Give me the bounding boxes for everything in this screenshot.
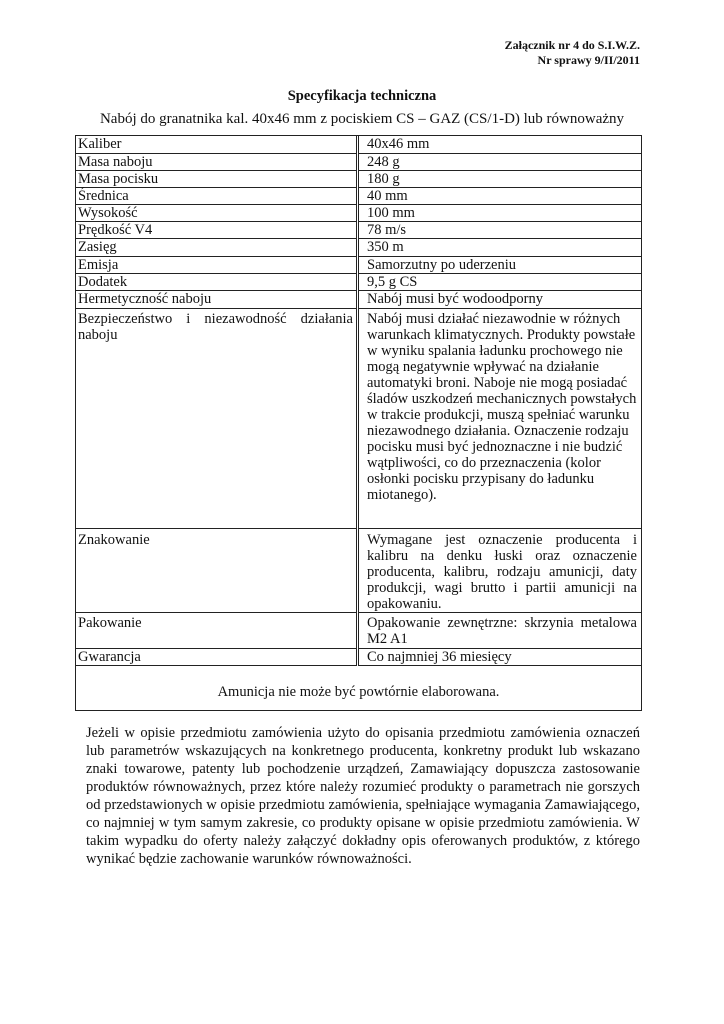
table-footer-note: Amunicja nie może być powtórnie elaborowana. <box>217 684 500 700</box>
spec-label: Znakowanie <box>76 529 357 613</box>
case-number: Nr sprawy 9/II/2011 <box>537 53 640 67</box>
spec-value: 78 m/s <box>358 222 641 239</box>
document-subtitle: Nabój do granatnika kal. 40x46 mm z pociskiem CS – GAZ (CS/1-D) lub równoważny <box>99 111 625 127</box>
spec-label: Wysokość <box>76 205 357 222</box>
document-header <box>505 38 640 68</box>
spec-label: Średnica <box>76 188 357 205</box>
spec-label: Pakowanie <box>76 613 357 649</box>
spec-value: Wymagane jest oznaczenie producenta i kalibru na denku łuski oraz oznaczenie producenta, kalibru, rodzaju amunicji, daty produkcji, wagi brutto i partii amunicji na opakowaniu. <box>358 529 641 613</box>
spec-label: Masa naboju <box>76 154 357 171</box>
spec-label: Emisja <box>76 257 357 274</box>
spec-value: 350 m <box>358 239 641 257</box>
spec-label: Masa pocisku <box>76 171 357 188</box>
spec-value: Nabój musi działać niezawodnie w różnych warunkach klimatycznych. Produkty powstałe w wyniku spalania ładunku prochowego nie mogą negatywnie wpływać na działanie automatyki broni. Naboje nie mogą posiadać śladów uszkodzeń mechanicznych powstałych w trakcie produkcji, muszą spełniać warunku niezawodnego działania. Oznaczenie rodzaju pocisku musi być jednoznaczne i nie budzić wątpliwości, co do przeznaczenia (kolor osłonki pocisku przypisany do ładunku miotanego). <box>358 309 641 529</box>
spec-label: Kaliber <box>76 136 357 154</box>
spec-label: Gwarancja <box>76 649 357 666</box>
spec-value: Co najmniej 36 miesięcy <box>358 649 641 666</box>
spec-label: Hermetyczność naboju <box>76 291 357 309</box>
attachment-label: Załącznik nr 4 do S.I.W.Z. <box>504 38 640 52</box>
spec-value: Samorzutny po uderzeniu <box>358 257 641 274</box>
spec-label: Dodatek <box>76 274 357 291</box>
spec-label: Prędkość V4 <box>76 222 357 239</box>
spec-value: Opakowanie zewnętrzne: skrzynia metalowa M2 A1 <box>358 613 641 649</box>
document-title: Specyfikacja techniczna <box>287 88 437 104</box>
spec-value: 40 mm <box>358 188 641 205</box>
spec-value: Nabój musi być wodoodporny <box>358 291 641 309</box>
spec-value: 40x46 mm <box>358 136 641 154</box>
specification-table <box>75 135 642 711</box>
spec-value: 9,5 g CS <box>358 274 641 291</box>
spec-label: Bezpieczeństwo i niezawodność działania naboju <box>76 309 357 529</box>
spec-value: 248 g <box>358 154 641 171</box>
spec-value: 100 mm <box>358 205 641 222</box>
spec-label: Zasięg <box>76 239 357 257</box>
spec-value: 180 g <box>358 171 641 188</box>
equivalence-paragraph: Jeżeli w opisie przedmiotu zamówienia użyto do opisania przedmiotu zamówienia oznaczeń lub parametrów wskazujących na konkretnego producenta, konkretny produkt lub wskazano znaki towarowe, patenty lub pochodzenie urządzeń, Zamawiający dopuszcza zastosowanie produktów równoważnych, przez które należy rozumieć produkty o parametrach nie gorszych od przedstawionych w opisie przedmiotu zamówienia, spełniające wymagania Zamawiającego, co najmniej w tym samym zakresie, co produkty opisane w opisie przedmiotu zamówienia. W takim wypadku do oferty należy załączyć dokładny opis oferowanych produktów, z którego wynikać będzie zachowanie warunków równoważności. <box>86 725 640 867</box>
